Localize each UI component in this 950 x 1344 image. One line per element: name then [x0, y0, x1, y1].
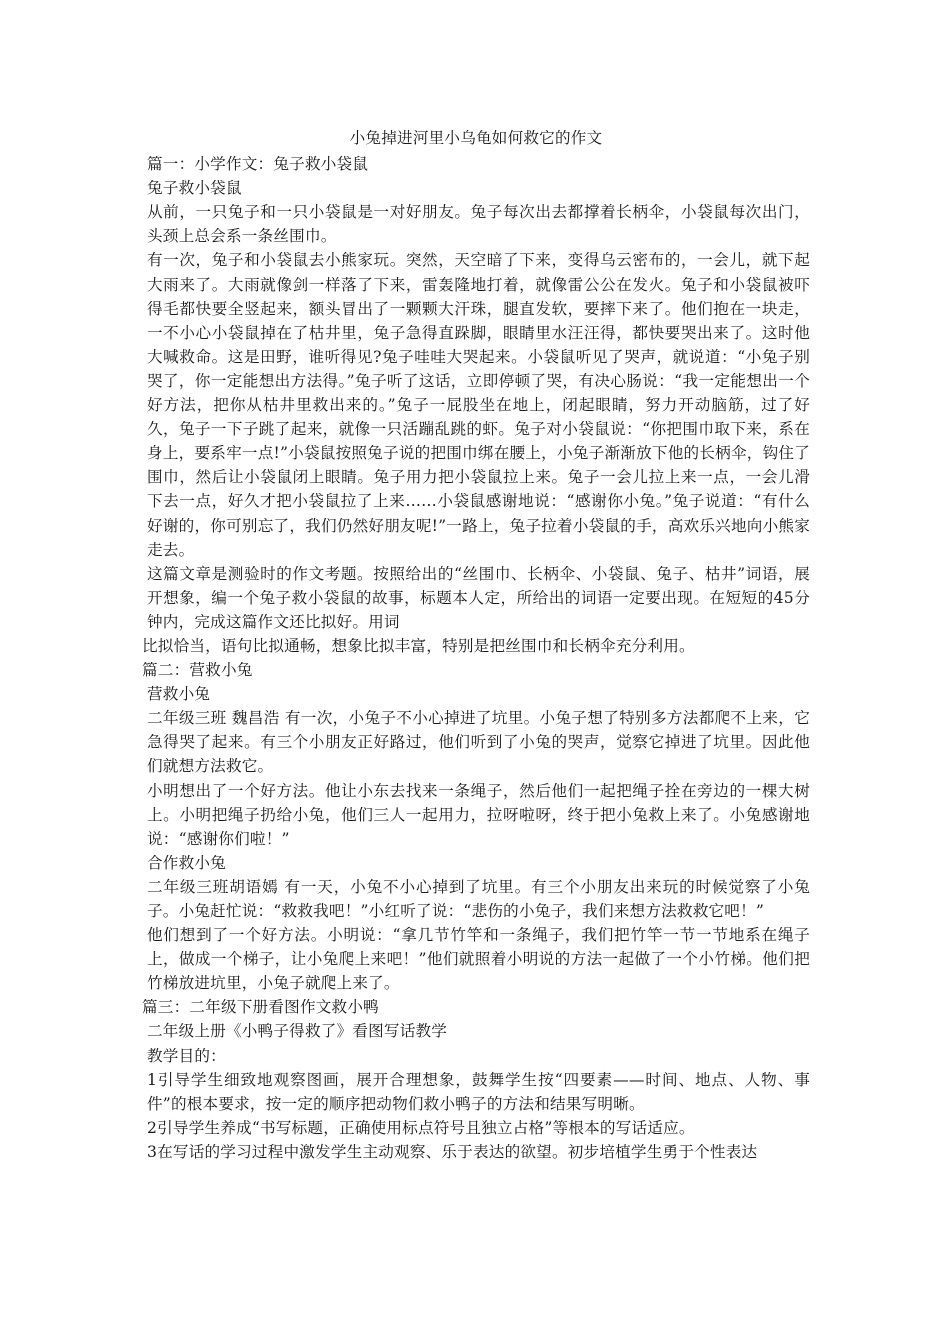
- paragraph: 篇三：二年级下册看图作文救小鸭: [142, 998, 379, 1017]
- paragraph: 有一次，兔子和小袋鼠去小熊家玩。突然，天空暗了下来，变得乌云密布的，一会儿，就下起大雨来了。大雨就像剑一样落了下来，雷轰隆地打着，就像雷公公在发火。兔子和小袋鼠被吓得毛都快要全竖起来，额头冒出了一颗颗大汗珠，腿直发软，要摔下来了。他们抱在一块走，一不小心小袋鼠掉在了枯井里，兔子急得直跺脚，眼睛里水汪汪得，都快要哭出来了。这时他大喊救命。这是田野，谁听得见?兔子哇哇大哭起来。小袋鼠听见了哭声，就说道：“小兔子别哭了，你一定能想出方法得。”兔子听了这话，立即停顿了哭，有决心肠说：“我一定能想出一个好方法，把你从枯井里救出来的。”兔子一屁股坐在地上，闭起眼睛，努力开动脑筋，过了好久，兔子一下子跳了起来，就像一只活蹦乱跳的虾。兔子对小袋鼠说：“你把围巾取下来，系在身上，要系牢一点!”小袋鼠按照兔子说的把围巾绑在腰上，小兔子渐渐放下他的长柄伞，钩住了围巾，然后让小袋鼠闭上眼睛。兔子用力把小袋鼠拉上来。兔子一会儿拉上来一点，一会儿滑下去一点，好久才把小袋鼠拉了上来……小袋鼠感谢地说：“感谢你小兔。”兔子说道：“有什么好谢的，你可别忘了，我们仍然好朋友呢!”一路上，兔子拉着小袋鼠的手，高欢乐兴地向小熊家走去。: [147, 251, 810, 559]
- paragraph: 2引导学生养成“书写标题，正确使用标点符号且独立占格”等根本的写话适应。: [147, 1118, 695, 1137]
- paragraph: 二年级三班胡语嫣 有一天，小兔不小心掉到了坑里。有三个小朋友出来玩的时候觉察了小兔子。小兔赶忙说：“救救我吧！”小红听了说：“悲伤的小兔子，我们来想方法救救它吧！”: [147, 877, 810, 920]
- paragraph: 他们想到了一个好方法。小明说：“拿几节竹竿和一条绳子，我们把竹竿一节一节地系在绳子上，做成一个梯子，让小兔爬上来吧！”他们就照着小明说的方法一起做了一个小竹梯。他们把竹梯放进坑里，小兔子就爬上来了。: [147, 926, 810, 993]
- paragraph: 3在写话的学习过程中激发学生主动观察、乐于表达的欲望。初步培植学生勇于个性表达: [147, 1142, 758, 1161]
- paragraph: 教学目的：: [147, 1046, 226, 1065]
- paragraph: 篇二：营救小兔: [142, 661, 253, 680]
- paragraph: 这篇文章是测验时的作文考题。按照给出的“丝围巾、长柄伞、小袋鼠、兔子、枯井”词语，展开想象，编一个兔子救小袋鼠的故事，标题本人定，所给出的词语一定要出现。在短短的45分钟内，完成这篇作文还比拟好。用词: [147, 564, 810, 631]
- paragraph: 兔子救小袋鼠: [147, 179, 242, 198]
- paragraph: 二年级三班 魏昌浩 有一次，小兔子不小心掉进了坑里。小兔子想了特别多方法都爬不上来，它急得哭了起来。有三个小朋友正好路过，他们听到了小兔的哭声，觉察它掉进了坑里。因此他们就想方法救它。: [147, 709, 810, 776]
- paragraph: 篇一：小学作文：兔子救小袋鼠: [147, 155, 369, 174]
- paragraph: 合作救小兔: [147, 853, 226, 872]
- paragraph: 二年级上册《小鸭子得救了》看图写话教学: [147, 1022, 448, 1041]
- paragraph: 比拟恰当，语句比拟通畅，想象比拟丰富，特别是把丝围巾和长柄伞充分利用。: [142, 636, 695, 655]
- document-page: [142, 126, 810, 1164]
- paragraph: 小明想出了一个好方法。他让小东去找来一条绳子，然后他们一起把绳子拴在旁边的一棵大树上。小明把绳子扔给小兔，他们三人一起用力，拉呀啦呀，终于把小兔救上来了。小兔感谢地说：“感谢你们啦！”: [147, 781, 810, 848]
- document-body: [142, 152, 810, 1164]
- paragraph: 从前，一只兔子和一只小袋鼠是一对好朋友。兔子每次出去都撑着长柄伞，小袋鼠每次出门，头颈上总会系一条丝围巾。: [147, 203, 810, 246]
- document-title: 小兔掉进河里小乌龟如何救它的作文: [349, 129, 603, 147]
- paragraph: 1引导学生细致地观察图画，展开合理想象，鼓舞学生按“四要素——时间、地点、人物、事件”的根本要求，按一定的顺序把动物们救小鸭子的方法和结果写明晰。: [147, 1070, 810, 1113]
- paragraph: 营救小兔: [147, 685, 211, 704]
